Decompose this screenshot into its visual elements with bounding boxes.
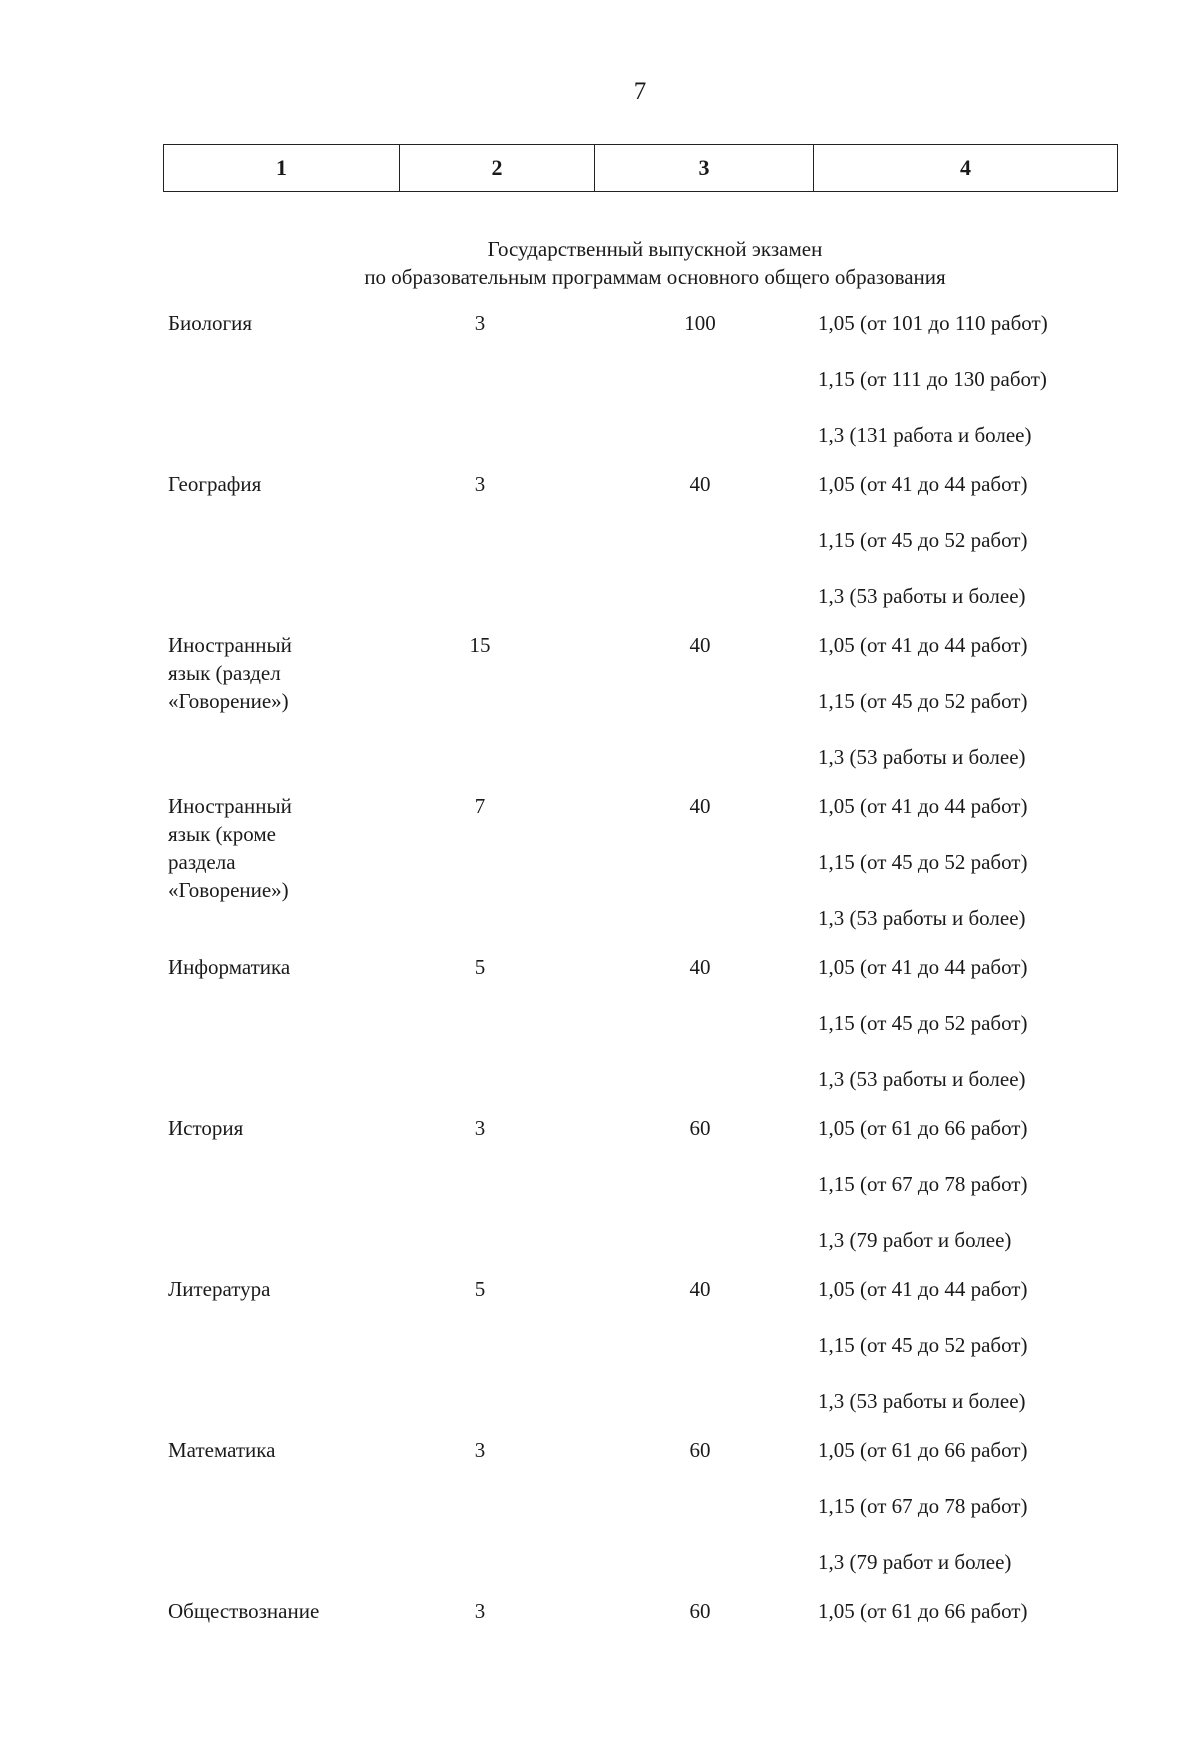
coefficient-list: [818, 631, 1027, 799]
subject-name: [168, 1597, 348, 1625]
subject-name: [168, 631, 348, 715]
table-row: [0, 309, 1200, 470]
coefficient-line: 1,05 (от 61 до 66 работ): [818, 1116, 1028, 1140]
coefficient-line: 1,3 (79 работ и более): [818, 1550, 1012, 1574]
column-3-value: 40: [689, 1277, 711, 1301]
header-cell-4: 4: [813, 145, 1117, 191]
header-cell-2: 2: [399, 145, 594, 191]
table-row: [0, 1436, 1200, 1597]
column-3-value: 40: [689, 955, 711, 979]
coefficient-line: 1,15 (от 45 до 52 работ): [818, 1011, 1028, 1035]
coefficient-line: 1,15 (от 45 до 52 работ): [818, 689, 1028, 713]
coefficient-line: 1,05 (от 41 до 44 работ): [818, 633, 1028, 657]
coefficient-line: 1,3 (53 работы и более): [818, 1389, 1026, 1413]
subject-name: [168, 309, 348, 337]
table-row: [0, 1275, 1200, 1436]
coefficient-list: [818, 1114, 1027, 1282]
header-cell-3: 3: [594, 145, 813, 191]
subject-name: [168, 792, 348, 904]
subject-name-line: язык (кроме: [168, 822, 276, 846]
column-2-value: 3: [474, 472, 486, 496]
coefficient-line: 1,3 (53 работы и более): [818, 906, 1026, 930]
column-3-value: 60: [689, 1116, 711, 1140]
coefficient-line: 1,05 (от 41 до 44 работ): [818, 1277, 1028, 1301]
subject-name-line: Иностранный: [168, 794, 292, 818]
section-title-line-1: Государственный выпускной экзамен: [487, 237, 823, 261]
column-2-value: 5: [474, 955, 486, 979]
coefficient-list: [818, 953, 1027, 1121]
coefficient-line: 1,3 (79 работ и более): [818, 1228, 1012, 1252]
table-row: [0, 953, 1200, 1114]
table-row: [0, 1597, 1200, 1758]
subject-name-line: История: [168, 1116, 244, 1140]
column-2-value: 3: [474, 1116, 486, 1140]
subject-name-line: Информатика: [168, 955, 291, 979]
coefficient-list: [818, 1597, 1027, 1653]
coefficient-line: 1,05 (от 61 до 66 работ): [818, 1438, 1028, 1462]
coefficient-line: 1,15 (от 67 до 78 работ): [818, 1172, 1028, 1196]
column-3-value: 100: [684, 311, 716, 335]
coefficient-line: 1,15 (от 67 до 78 работ): [818, 1494, 1028, 1518]
subject-name-line: «Говорение»): [168, 878, 289, 902]
coefficient-line: 1,3 (53 работы и более): [818, 745, 1026, 769]
table-row: [0, 470, 1200, 631]
subject-name-line: Математика: [168, 1438, 276, 1462]
column-2-value: 3: [474, 311, 486, 335]
subject-name: [168, 1114, 348, 1142]
subject-name: [168, 953, 348, 981]
table-row: [0, 792, 1200, 953]
column-3-value: 40: [689, 472, 711, 496]
subject-name-line: Биология: [168, 311, 253, 335]
column-2-value: 7: [474, 794, 486, 818]
coefficient-line: 1,05 (от 101 до 110 работ): [818, 311, 1048, 335]
column-2-value: 5: [474, 1277, 486, 1301]
subject-name-line: Литература: [168, 1277, 271, 1301]
coefficient-list: [818, 309, 1048, 477]
section-title-line-2: по образовательным программам основного общего образования: [364, 265, 946, 289]
coefficient-line: 1,05 (от 41 до 44 работ): [818, 955, 1028, 979]
coefficient-line: 1,15 (от 45 до 52 работ): [818, 1333, 1028, 1357]
coefficient-line: 1,15 (от 45 до 52 работ): [818, 850, 1028, 874]
column-3-value: 40: [689, 794, 711, 818]
page-number: 7: [633, 78, 647, 105]
column-number-header: [163, 144, 1118, 192]
header-cell-1: 1: [276, 155, 287, 180]
coefficient-line: 1,05 (от 41 до 44 работ): [818, 472, 1028, 496]
column-3-value: 40: [689, 633, 711, 657]
subject-name-line: «Говорение»): [168, 689, 289, 713]
coefficient-line: 1,15 (от 45 до 52 работ): [818, 528, 1028, 552]
column-2-value: 15: [469, 633, 491, 657]
coefficient-line: 1,3 (131 работа и более): [818, 423, 1032, 447]
subject-name-line: География: [168, 472, 262, 496]
subject-name-line: Обществознание: [168, 1599, 320, 1623]
coefficient-line: 1,3 (53 работы и более): [818, 1067, 1026, 1091]
subject-name-line: раздела: [168, 850, 236, 874]
subject-name: [168, 1275, 348, 1303]
section-title: [160, 235, 1150, 291]
coefficient-list: [818, 470, 1027, 638]
coefficient-line: 1,3 (53 работы и более): [818, 584, 1026, 608]
column-3-value: 60: [689, 1599, 711, 1623]
coefficient-line: 1,05 (от 61 до 66 работ): [818, 1599, 1028, 1623]
coefficient-line: 1,15 (от 111 до 130 работ): [818, 367, 1047, 391]
coefficient-list: [818, 792, 1027, 960]
subject-name-line: Иностранный: [168, 633, 292, 657]
table-row: [0, 1114, 1200, 1275]
subject-name: [168, 1436, 348, 1464]
coefficient-list: [818, 1275, 1027, 1443]
column-2-value: 3: [474, 1599, 486, 1623]
column-3-value: 60: [689, 1438, 711, 1462]
subject-table: [0, 309, 1200, 1758]
subject-name-line: язык (раздел: [168, 661, 281, 685]
column-2-value: 3: [474, 1438, 486, 1462]
subject-name: [168, 470, 348, 498]
table-row: [0, 631, 1200, 792]
coefficient-line: 1,05 (от 41 до 44 работ): [818, 794, 1028, 818]
coefficient-list: [818, 1436, 1027, 1604]
